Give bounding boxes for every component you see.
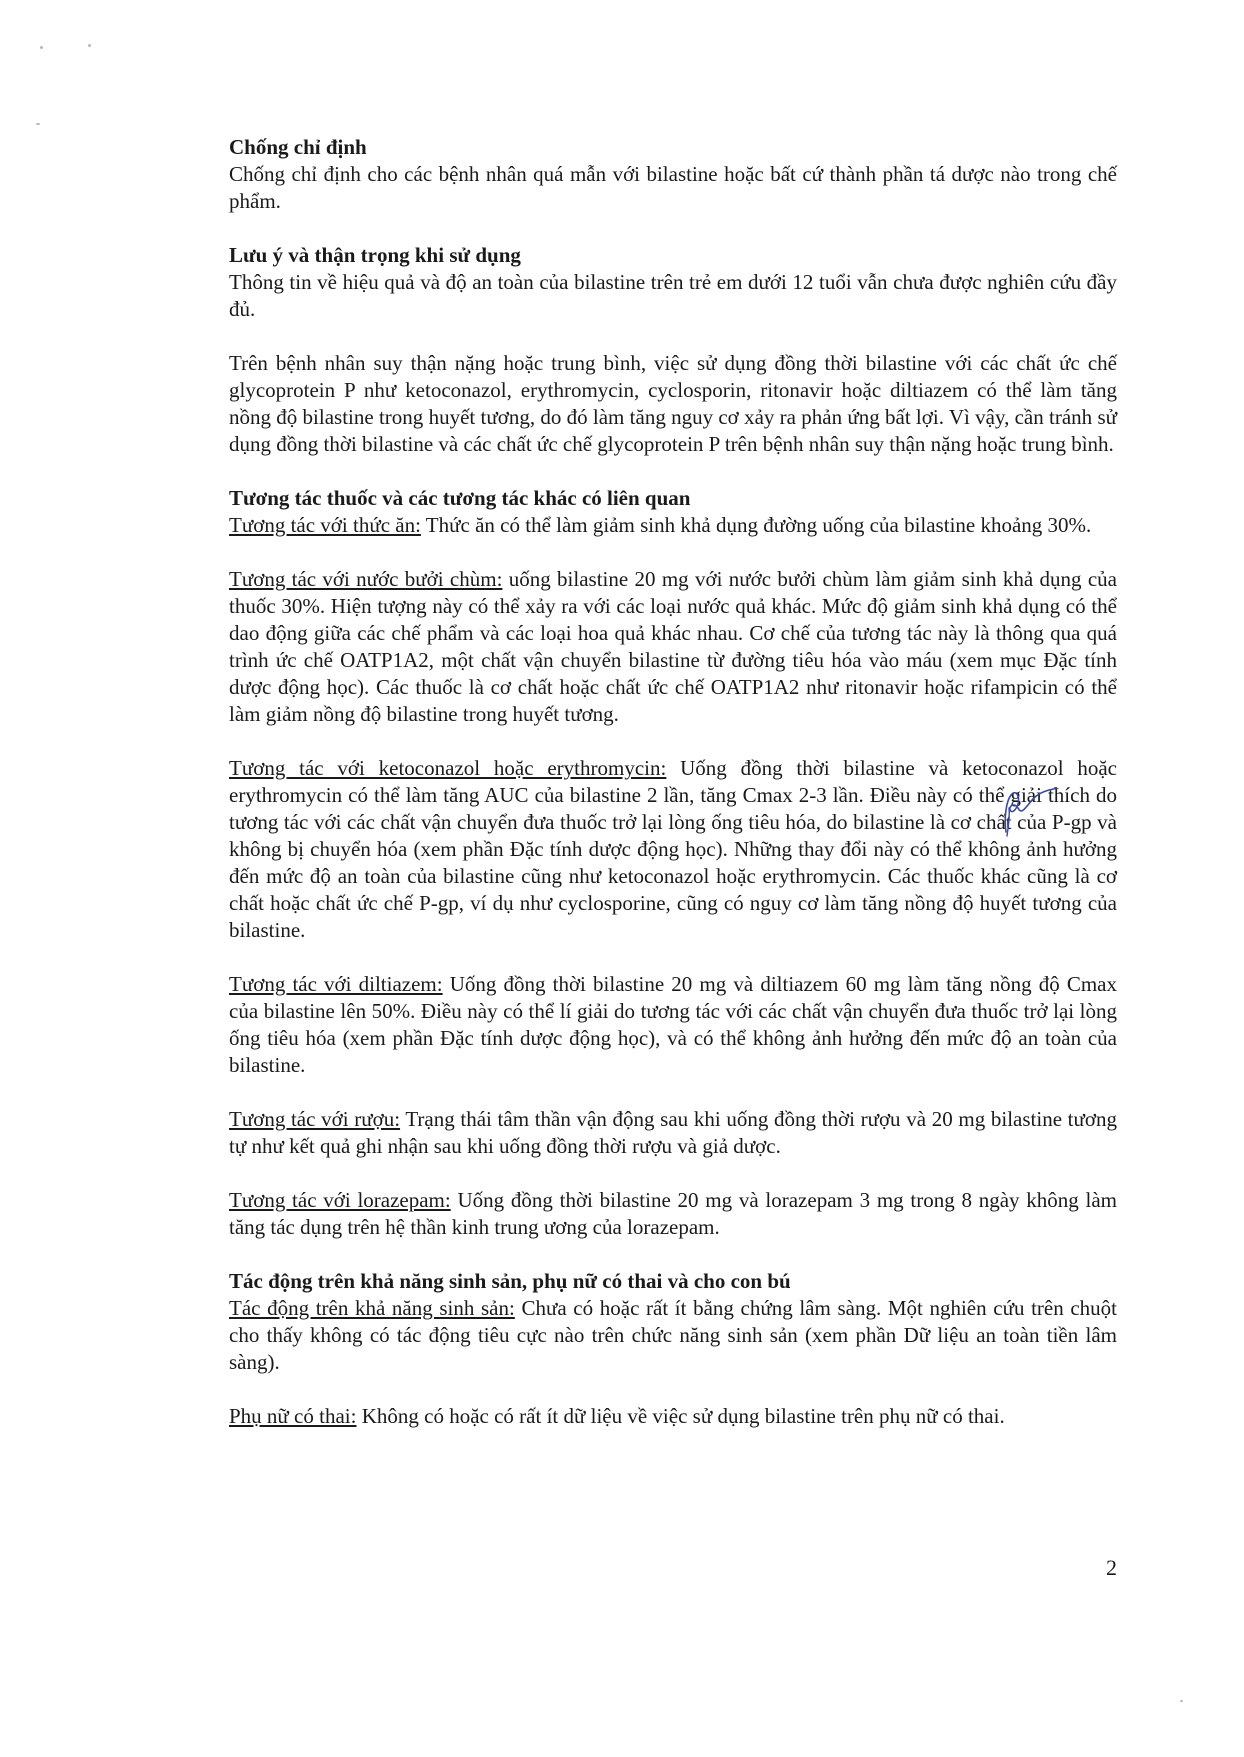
paragraph — [229, 161, 1117, 215]
paragraph-text: Uống đồng thời bilastine và ketoconazol hoặc erythromycin có thể làm tăng AUC của bilastine 2 lần, tăng Cmax 2-3 lần. Điều này có thể giải thích do tương tác với các chất vận chuyển đưa thuốc trở lại lòng ống tiêu hóa, do bilastine là cơ chất của P-gp và không bị chuyển hóa (xem phần Đặc tính dược động học). Những thay đổi này có thể không ảnh hưởng đến mức độ an toàn của bilastine cũng như ketoconazol hoặc erythromycin. Các thuốc khác cũng là cơ chất hoặc chất ức chế P-gp, ví dụ như cyclosporine, cũng có nguy cơ làm tăng nồng độ huyết tương của bilastine. — [229, 756, 1117, 942]
paragraph — [229, 1295, 1117, 1376]
section-heading: Tương tác thuốc và các tương tác khác có liên quan — [229, 486, 691, 510]
paragraph-text: Uống đồng thời bilastine 20 mg và lorazepam 3 mg trong 8 ngày không làm tăng tác dụng trên hệ thần kinh trung ương của lorazepam. — [229, 1188, 1117, 1239]
paragraph-text: Thông tin về hiệu quả và độ an toàn của bilastine trên trẻ em dưới 12 tuổi vẫn chưa được nghiên cứu đầy đủ. — [229, 270, 1117, 321]
paragraph-text: uống bilastine 20 mg với nước bưởi chùm làm giảm sinh khả dụng của thuốc 30%. Hiện tượng này có thể xảy ra với các loại nước quả khác. Mức độ giảm sinh khả dụng có thể dao động giữa các chế phẩm và các loại hoa quả khác nhau. Cơ chế của tương tác này là thông qua quá trình ức chế OATP1A2, một chất vận chuyển bilastine từ đường tiêu hóa vào máu (xem mục Đặc tính dược động học). Các thuốc là cơ chất hoặc chất ức chế OATP1A2 như ritonavir hoặc rifampicin có thể làm giảm nồng độ bilastine trong huyết tương. — [229, 567, 1117, 726]
section-interactions — [229, 485, 1117, 1241]
paragraph — [229, 269, 1117, 323]
subheading-fertility: Tác động trên khả năng sinh sản: — [229, 1296, 515, 1320]
subheading-grapefruit: Tương tác với nước bưởi chùm: — [229, 567, 503, 591]
scan-speck — [1180, 1700, 1183, 1702]
scan-speck — [40, 46, 43, 49]
paragraph-text: Thức ăn có thể làm giảm sinh khả dụng đường uống của bilastine khoảng 30%. — [420, 513, 1092, 537]
section-heading: Chống chỉ định — [229, 135, 367, 159]
subheading-alcohol: Tương tác với rượu: — [229, 1107, 401, 1131]
paragraph — [229, 971, 1117, 1079]
signature-initials-icon — [1000, 788, 1060, 838]
paragraph — [229, 512, 1117, 539]
page-number: 2 — [1106, 1555, 1117, 1580]
subheading-food: Tương tác với thức ăn: — [229, 513, 421, 537]
paragraph — [229, 350, 1117, 458]
paragraph-text: Trạng thái tâm thần vận động sau khi uống đồng thời rượu và 20 mg bilastine tương tự như kết quả ghi nhận sau khi uống đồng thời rượu và giả dược. — [229, 1107, 1117, 1158]
paragraph-text: Không có hoặc có rất ít dữ liệu về việc sử dụng bilastine trên phụ nữ có thai. — [356, 1404, 1005, 1428]
paragraph-text: Chống chỉ định cho các bệnh nhân quá mẫn với bilastine hoặc bất cứ thành phần tá dược nào trong chế phẩm. — [229, 162, 1117, 213]
scan-speck — [36, 123, 40, 125]
section-heading: Lưu ý và thận trọng khi sử dụng — [229, 243, 521, 267]
section-fertility-pregnancy — [229, 1268, 1117, 1430]
paragraph — [229, 1403, 1117, 1430]
subheading-diltiazem: Tương tác với diltiazem: — [229, 972, 443, 996]
paragraph-text: Chưa có hoặc rất ít bằng chứng lâm sàng. Một nghiên cứu trên chuột cho thấy không có tác động tiêu cực nào trên chức năng sinh sản (xem phần Dữ liệu an toàn tiền lâm sàng). — [229, 1296, 1117, 1374]
subheading-lorazepam: Tương tác với lorazepam: — [229, 1188, 451, 1212]
paragraph — [229, 755, 1117, 944]
subheading-ketoconazol: Tương tác với ketoconazol hoặc erythromycin: — [229, 756, 667, 780]
paragraph-text: Trên bệnh nhân suy thận nặng hoặc trung bình, việc sử dụng đồng thời bilastine với các chất ức chế glycoprotein P như ketoconazol, erythromycin, cyclosporin, ritonavir hoặc diltiazem có thể làm tăng nồng độ bilastine trong huyết tương, do đó làm tăng nguy cơ xảy ra phản ứng bất lợi. Vì vậy, cần tránh sử dụng đồng thời bilastine và các chất ức chế glycoprotein P trên bệnh nhân suy thận nặng hoặc trung bình. — [229, 351, 1117, 456]
section-contraindications — [229, 134, 1117, 215]
scan-speck — [88, 44, 91, 47]
paragraph — [229, 1187, 1117, 1241]
paragraph-text: Uống đồng thời bilastine 20 mg và diltiazem 60 mg làm tăng nồng độ Cmax của bilastine lên 50%. Điều này có thể lí giải do tương tác với các chất vận chuyển đưa thuốc trở lại lòng ống tiêu hóa (xem phần Đặc tính dược động học), và có thể không ảnh hưởng đến mức độ an toàn của bilastine. — [229, 972, 1117, 1077]
subheading-pregnancy: Phụ nữ có thai: — [229, 1404, 357, 1428]
paragraph — [229, 566, 1117, 728]
document-body — [229, 134, 1117, 1457]
section-heading: Tác động trên khả năng sinh sản, phụ nữ có thai và cho con bú — [229, 1269, 791, 1293]
section-precautions — [229, 242, 1117, 458]
paragraph — [229, 1106, 1117, 1160]
